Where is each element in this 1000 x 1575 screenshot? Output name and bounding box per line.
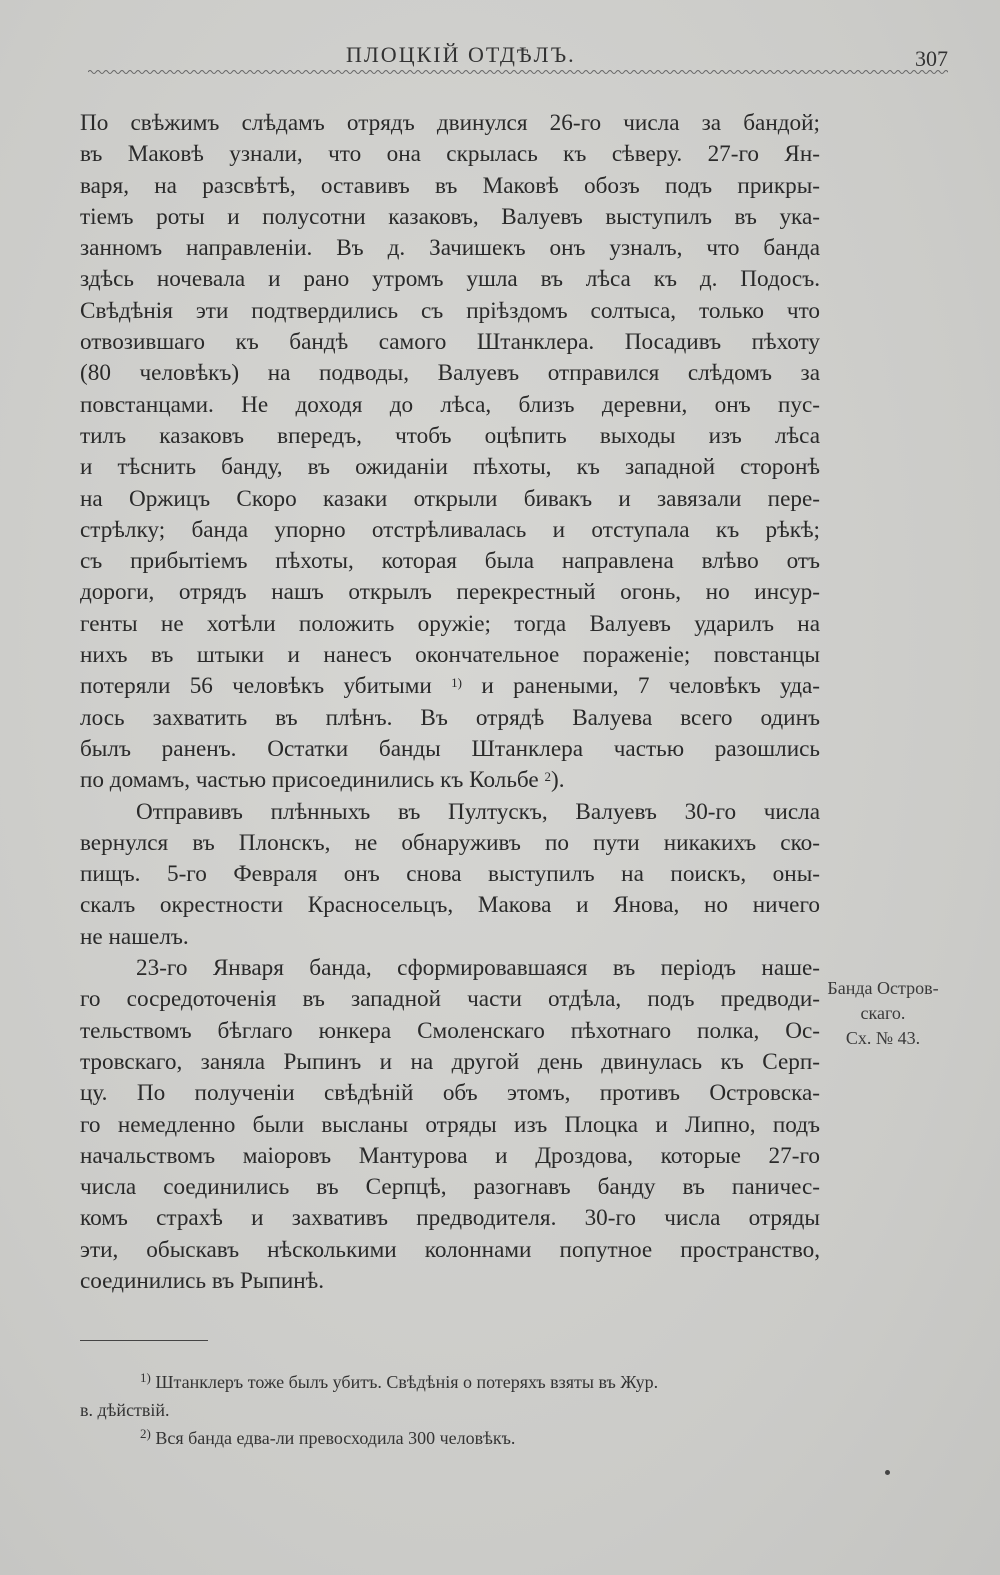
footnote-1-continued: в. дѣйствій. (80, 1400, 170, 1420)
margin-note (818, 976, 948, 1051)
body-line: въ Маковѣ узнали, что она скрылась къ сѣверу. 27-го Ян- (80, 141, 820, 168)
body-line: соединились въ Рыпинѣ. (80, 1267, 325, 1294)
body-line: тіемъ роты и полусотни казаковъ, Валуевъ выступилъ въ ука- (80, 203, 820, 230)
body-line: тилъ казаковъ впередъ, чтобъ оцѣпить выходы изъ лѣса (80, 422, 820, 449)
body-line-with-footnote-1 (80, 671, 820, 702)
body-line: го немедленно были высланы отряды изъ Плоцка и Липно, подъ (80, 1111, 820, 1138)
body-line: Свѣдѣнія эти подтвердились съ пріѣздомъ солтыса, только что (80, 297, 820, 324)
body-line: комъ страхѣ и захвативъ предводителя. 30-го числа отряды (80, 1205, 820, 1232)
body-line: здѣсь ночевала и рано утромъ ушла въ лѣса къ д. Подосъ. (80, 266, 820, 293)
margin-note-line: Банда Остров- (827, 978, 939, 998)
margin-note-line: Сх. № 43. (845, 1028, 921, 1048)
body-line: тельствомъ бѣглаго юнкера Смоленскаго пѣхотнаго полка, Ос- (80, 1017, 820, 1044)
body-line: былъ раненъ. Остатки банды Штанклера частью разошлись (80, 735, 820, 762)
footnote-1: $^{1)}$ Штанклеръ тоже былъ убитъ. Свѣдѣнія о потеряхъ взяты въ Жур. (140, 1370, 659, 1392)
body-line: генты не хотѣли положить оружіе; тогда Валуевъ ударилъ на (80, 610, 820, 637)
body-line: повстанцами. Не доходя до лѣса, близъ деревни, онъ пус- (80, 391, 820, 418)
footnote-rule (80, 1340, 208, 1341)
body-line: цу. По полученіи свѣдѣній объ этомъ, противъ Островска- (80, 1080, 820, 1107)
body-line: эти, обыскавъ нѣсколькими колоннами попутное пространство, (80, 1236, 820, 1263)
body-line-text: и ранеными, 7 человѣкъ уда- (481, 673, 820, 700)
body-line: го сосредоточенія въ западной части отдѣла, подъ предводи- (80, 986, 820, 1013)
body-line: Отправивъ плѣнныхъ въ Пултускъ, Валуевъ 30-го числа (136, 798, 820, 825)
body-line: и тѣснить банду, въ ожиданіи пѣхоты, къ западной сторонѣ (80, 454, 820, 481)
main-text (80, 108, 820, 1297)
wavy-rule (88, 66, 948, 78)
footnotes (80, 1368, 820, 1452)
body-line: стрѣлку; банда упорно отстрѣливалась и отступала къ рѣкѣ; (80, 516, 820, 543)
footnote-ref-2: 2 (544, 769, 551, 785)
footnote-1-marker: 1) (140, 1370, 151, 1385)
body-line: пищъ. 5-го Февраля онъ снова выступилъ на поискъ, оны- (80, 861, 820, 888)
body-line: дороги, отрядъ нашъ открылъ перекрестный огонь, но инсур- (80, 579, 820, 606)
body-line: скалъ окрестности Красносельцъ, Макова и Янова, но ничего (80, 892, 820, 919)
body-line: 23-го Января банда, сформировавшаяся въ періодъ наше- (136, 955, 820, 982)
body-line: отвозившаго къ бандѣ самого Штанклера. Посадивъ пѣхоту (80, 329, 820, 356)
body-line: тровскаго, заняла Рыпинъ и на другой день двинулась къ Серп- (80, 1048, 820, 1075)
body-line: числа соединились въ Серпцѣ, разогнавъ банду въ паничес- (80, 1174, 820, 1201)
body-line: нихъ въ штыки и нанесъ окончательное пораженіе; повстанцы (80, 642, 820, 669)
margin-note-line: скаго. (860, 1003, 906, 1023)
body-line: не нашелъ. (80, 923, 189, 950)
body-line: начальствомъ маіоровъ Мантурова и Дроздова, которые 27-го (80, 1142, 820, 1169)
footnote-2-marker: 2) (140, 1426, 151, 1441)
footnote-ref-1: 1) (451, 675, 462, 691)
running-title: ПЛОЦКІЙ ОТДѢЛЪ. (346, 42, 576, 67)
body-line: вернулся въ Плонскъ, не обнаруживъ по пути никакихъ ско- (80, 829, 820, 856)
body-line: съ прибытіемъ пѣхоты, которая была направлена влѣво отъ (80, 548, 820, 575)
body-line-text: по домамъ, частью присоединились къ Кольбе (80, 767, 539, 794)
body-line: варя, на разсвѣтѣ, оставивъ въ Маковѣ обозъ подъ прикры- (80, 172, 820, 199)
running-head (88, 42, 948, 82)
footnote-2: $^{2)}$ Вся банда едва-ли превосходила 300 человѣкъ. (140, 1426, 516, 1448)
body-line: лось захватить въ плѣнъ. Въ отрядѣ Валуева всего одинъ (80, 704, 820, 731)
ink-speck (885, 1470, 890, 1475)
body-line: на Оржицъ Скоро казаки открыли бивакъ и завязали пере- (80, 485, 820, 512)
body-line: По свѣжимъ слѣдамъ отрядъ двинулся 26-го числа за бандой; (80, 110, 820, 136)
body-line: занномъ направленіи. Въ д. Зачишекъ онъ узналъ, что банда (80, 235, 820, 262)
body-line-text: потеряли 56 человѣкъ убитыми (80, 673, 432, 700)
body-line-with-footnote-2: по домамъ, частью присоединились къ Кольбе $^2$). (80, 767, 565, 794)
body-line: (80 человѣкъ) на подводы, Валуевъ отправился слѣдомъ за (80, 360, 820, 387)
page-number: 307 (915, 46, 948, 71)
